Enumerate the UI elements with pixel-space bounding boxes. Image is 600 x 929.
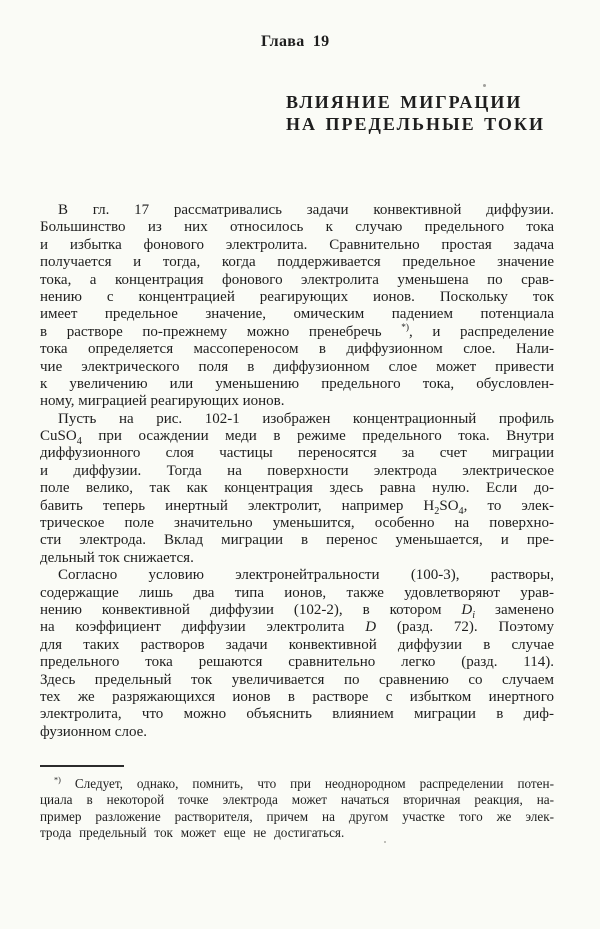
- text-line: бавить теперь инертный электролит, например $H_2SO_4$, то элек-: [40, 497, 554, 517]
- scan-speck: [483, 84, 486, 87]
- text-line: нению конвективной диффузии (102-2), в котором $D_i$ заменено: [40, 601, 554, 621]
- text-line: в растворе по-прежнему можно пренебречь *), и распределение: [40, 322, 554, 340]
- text-line: и диффузии. Тогда на поверхности электрода электрическое: [40, 462, 554, 479]
- text-line: нению с концентрацией реагирующих ионов. Поскольку ток: [40, 288, 554, 305]
- text-line: электролита, что можно объяснить влиянием миграции в диф-: [40, 706, 554, 723]
- text-line: фузионном слое.: [40, 723, 148, 740]
- text-line: получается и тогда, когда поддерживается предельное значение: [40, 254, 554, 271]
- text-line: Здесь предельный ток увеличивается по сравнению со случаем: [40, 671, 554, 688]
- page-title-line-2: НА ПРЕДЕЛЬНЫЕ ТОКИ: [286, 113, 545, 134]
- text-line: диффузионного слоя частицы переносятся за счет миграции: [40, 445, 554, 462]
- body-text: [40, 202, 554, 741]
- text-line: пример разложение растворителя, причем на другом участке того же элек-: [40, 808, 554, 824]
- text-line: имеет предельное значение, омическим падением потенциала: [40, 306, 554, 323]
- paragraph-2: [40, 411, 554, 568]
- text-line: поле велико, так как концентрация здесь равна нулю. Если до-: [40, 480, 554, 497]
- text-line: сти электрода. Вклад миграции в перенос уменьшается, и пре-: [40, 532, 554, 549]
- text-line: тока, а концентрация фонового электролита уменьшена по срав-: [40, 271, 554, 288]
- text-line: и избытка фонового электролита. Сравнительно простая задача: [40, 236, 554, 253]
- footnote-lines: [40, 776, 554, 841]
- text-line: предельного тока решаются сравнительно легко (разд. 114).: [40, 654, 554, 671]
- text-line: Пусть на рис. 102-1 изображен концентрационный профиль: [58, 410, 554, 427]
- footnote-divider: [40, 765, 124, 767]
- text-line: Согласно условию электронейтральности (100-3), растворы,: [58, 567, 554, 584]
- paragraph-1: [40, 202, 554, 411]
- text-line: чие электрического поля в диффузионном слое может привести: [40, 358, 554, 375]
- text-line: трода предельный ток может еще не достигаться.: [40, 824, 345, 840]
- scan-speck: [384, 841, 386, 843]
- text-line: к увеличению или уменьшению предельного тока, обусловлен-: [40, 375, 554, 392]
- text-line: Большинство из них относилось к случаю предельного тока: [40, 219, 554, 236]
- text-line: тока определяется массопереносом в диффузионном слое. Нали-: [40, 341, 554, 358]
- footnote: [40, 776, 554, 841]
- page-title-line-1: ВЛИЯНИЕ МИГРАЦИИ: [286, 92, 523, 112]
- text-line: трическое поле значительно уменьшится, особенно на поверхно-: [40, 515, 554, 532]
- text-line: циала в некоторой точке электрода может начаться вторичная реакция, на-: [40, 792, 554, 808]
- text-line: ному, миграцией реагирующих ионов.: [40, 393, 285, 410]
- chapter-label: Глава 19: [261, 33, 330, 50]
- text-line: содержащие лишь два типа ионов, также удовлетворяют урав-: [40, 584, 554, 601]
- text-line: дельный ток снижается.: [40, 549, 194, 566]
- text-line: для таких растворов задачи конвективной диффузии в случае: [40, 636, 554, 653]
- text-line: CuSO$_4$ при осаждении меди в режиме предельного тока. Внутри: [40, 428, 554, 448]
- page-title: [286, 92, 545, 135]
- text-line: *) Следует, однако, помнить, что при неоднородном распределении потен-: [54, 775, 554, 791]
- paragraph-3: [40, 567, 554, 741]
- text-line: на коэффициент диффузии электролита D (разд. 72). Поэтому: [40, 619, 555, 636]
- text-line: тех же разряжающихся ионов в растворе с избытком инертного: [40, 688, 554, 705]
- text-line: В гл. 17 рассматривались задачи конвективной диффузии.: [58, 202, 554, 218]
